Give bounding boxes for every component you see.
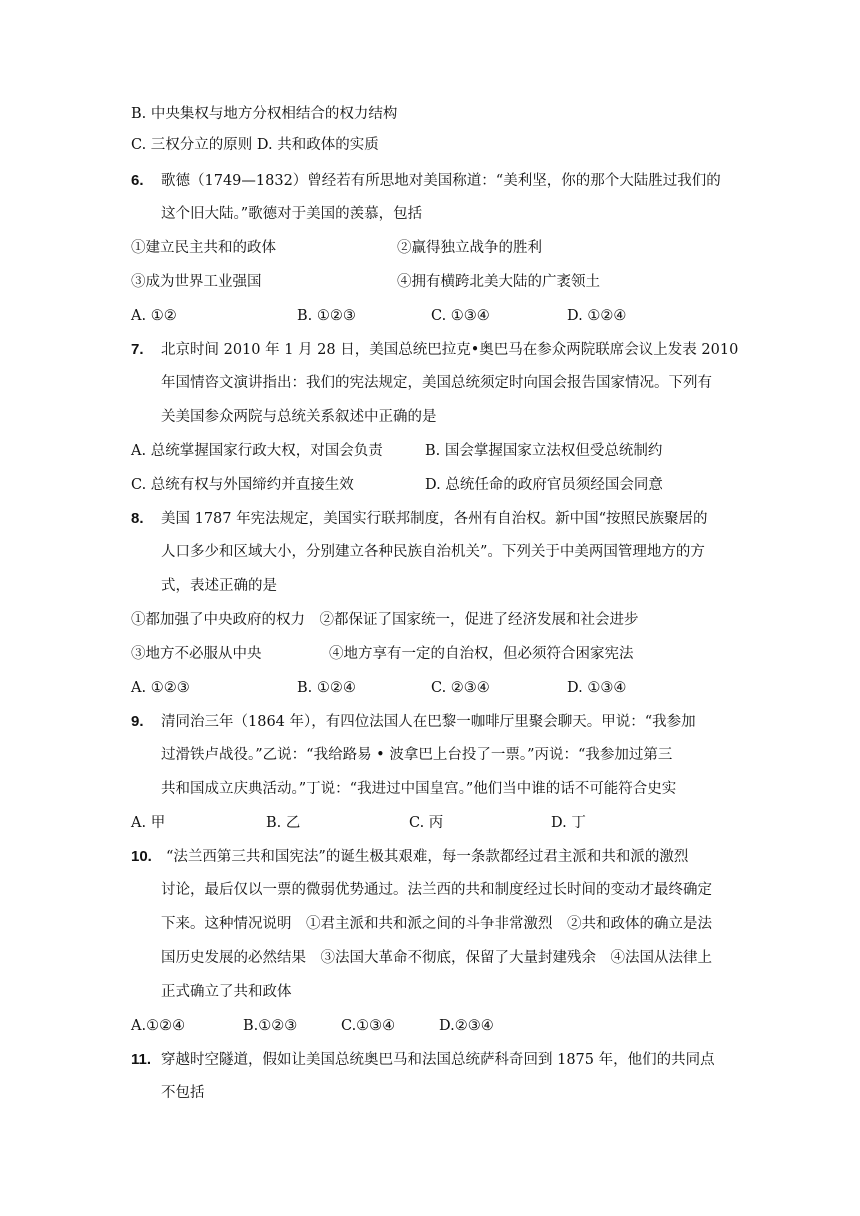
q8-option-b: B. ①②④ [297, 680, 356, 696]
q9-option-c: C. 丙 [409, 815, 444, 831]
q11-number: 11. [131, 1051, 152, 1068]
q8-option-d: D. ①③④ [567, 680, 627, 696]
q7-option-a: A. 总统掌握国家行政大权，对国会负责 [131, 443, 383, 459]
q6-option-c: C. ①③④ [431, 308, 490, 324]
q8-item-4: ④地方享有一定的自治权，但必须符合困家宪法 [329, 646, 634, 662]
q6-option-b: B. ①②③ [297, 308, 356, 324]
q6-item-1: ①建立民主共和的政体 [131, 240, 276, 256]
q7-number: 7. [131, 341, 144, 358]
q6-item-2: ②赢得独立战争的胜利 [397, 240, 542, 256]
q7-option-b: B. 国会掌握国家立法权但受总统制约 [425, 443, 663, 459]
q8-stem-line2: 人口多少和区域大小，分别建立各种民族自治机关”。下列关于中美两国管理地方的方 [161, 544, 705, 560]
q5-option-b: B. 中央集权与地方分权相结合的权力结构 [131, 106, 398, 122]
q10-stem-line3: 下来。这种情况说明 ①君主派和共和派之间的斗争非常激烈 ②共和政体的确立是法 [161, 916, 712, 932]
q10-stem-line4: 国历史发展的必然结果 ③法国大革命不彻底，保留了大量封建残余 ④法国从法律上 [161, 950, 712, 966]
q11-stem-line2: 不包括 [161, 1085, 205, 1101]
q6-item-4: ④拥有横跨北美大陆的广袤领土 [397, 274, 600, 290]
q8-option-c: C. ②③④ [431, 680, 490, 696]
q8-item-3: ③地方不必服从中央 [131, 646, 262, 662]
q10-option-d: D.②③④ [439, 1018, 494, 1034]
q10-option-c: C.①③④ [341, 1018, 396, 1034]
q9-option-a: A. 甲 [131, 815, 166, 831]
q6-item-3: ③成为世界工业强国 [131, 274, 262, 290]
q9-stem-line3: 共和国成立庆典活动。”丁说：“我进过中国皇宫。”他们当中谁的话不可能符合史实 [161, 781, 677, 797]
q8-stem-line3: 式，表述正确的是 [161, 578, 277, 594]
q8-number: 8. [131, 510, 144, 527]
q7-option-d: D. 总统任命的政府官员须经国会同意 [425, 477, 663, 493]
q6-stem-line2: 这个旧大陆。”歌德对于美国的羡慕，包括 [161, 206, 423, 222]
q9-number: 9. [131, 713, 144, 730]
q6-number: 6. [131, 172, 144, 189]
q9-option-b: B. 乙 [266, 815, 301, 831]
q9-option-d: D. 丁 [551, 815, 586, 831]
q7-option-c: C. 总统有权与外国缔约并直接生效 [131, 477, 354, 493]
q10-option-a: A.①②④ [131, 1018, 186, 1034]
q8-stem-line1: 美国 1787 年宪法规定，美国实行联邦制度，各州有自治权。新中国“按照民族聚居的 [161, 511, 708, 527]
q9-stem-line1: 清同治三年（1864 年），有四位法国人在巴黎一咖啡厅里聚会聊天。甲说：“我参加 [161, 714, 696, 730]
q7-stem-line2: 年国情咨文演讲指出：我们的宪法规定，美国总统须定时向国会报告国家情况。下列有 [161, 375, 712, 391]
q6-option-a: A. ①② [131, 308, 177, 324]
q6-stem-line1: 歌德（1749—1832）曾经若有所思地对美国称道：“美利坚，你的那个大陆胜过我们的 [161, 173, 721, 189]
q10-option-b: B.①②③ [243, 1018, 298, 1034]
q7-stem-line1: 北京时间 2010 年 1 月 28 日，美国总统巴拉克•奥巴马在参众两院联席会议上发表 2010 [161, 342, 739, 358]
q8-option-a: A. ①②③ [131, 680, 190, 696]
q10-number: 10. [131, 848, 152, 865]
q10-stem-line1: “法兰西第三共和国宪法”的诞生极其艰难，每一条款都经过君主派和共和派的激烈 [166, 849, 689, 865]
q11-stem-line1: 穿越时空隧道，假如让美国总统奥巴马和法国总统萨科奇回到 1875 年，他们的共同点 [161, 1052, 715, 1068]
q10-stem-line2: 讨论，最后仅以一票的微弱优势通过。法兰西的共和制度经过长时间的变动才最终确定 [161, 882, 712, 898]
q5-option-cd: C. 三权分立的原则 D. 共和政体的实质 [131, 137, 379, 153]
q10-stem-line5: 正式确立了共和政体 [161, 984, 292, 1000]
q8-items-1-2: ①都加强了中央政府的权力 ②都保证了国家统一，促进了经济发展和社会进步 [131, 612, 639, 628]
q9-stem-line2: 过滑铁卢战役。”乙说：“我给路易 • 波拿巴上台投了一票。”丙说：“我参加过第三 [161, 747, 673, 763]
q6-option-d: D. ①②④ [567, 308, 627, 324]
q7-stem-line3: 关美国参众两院与总统关系叙述中正确的是 [161, 409, 437, 425]
